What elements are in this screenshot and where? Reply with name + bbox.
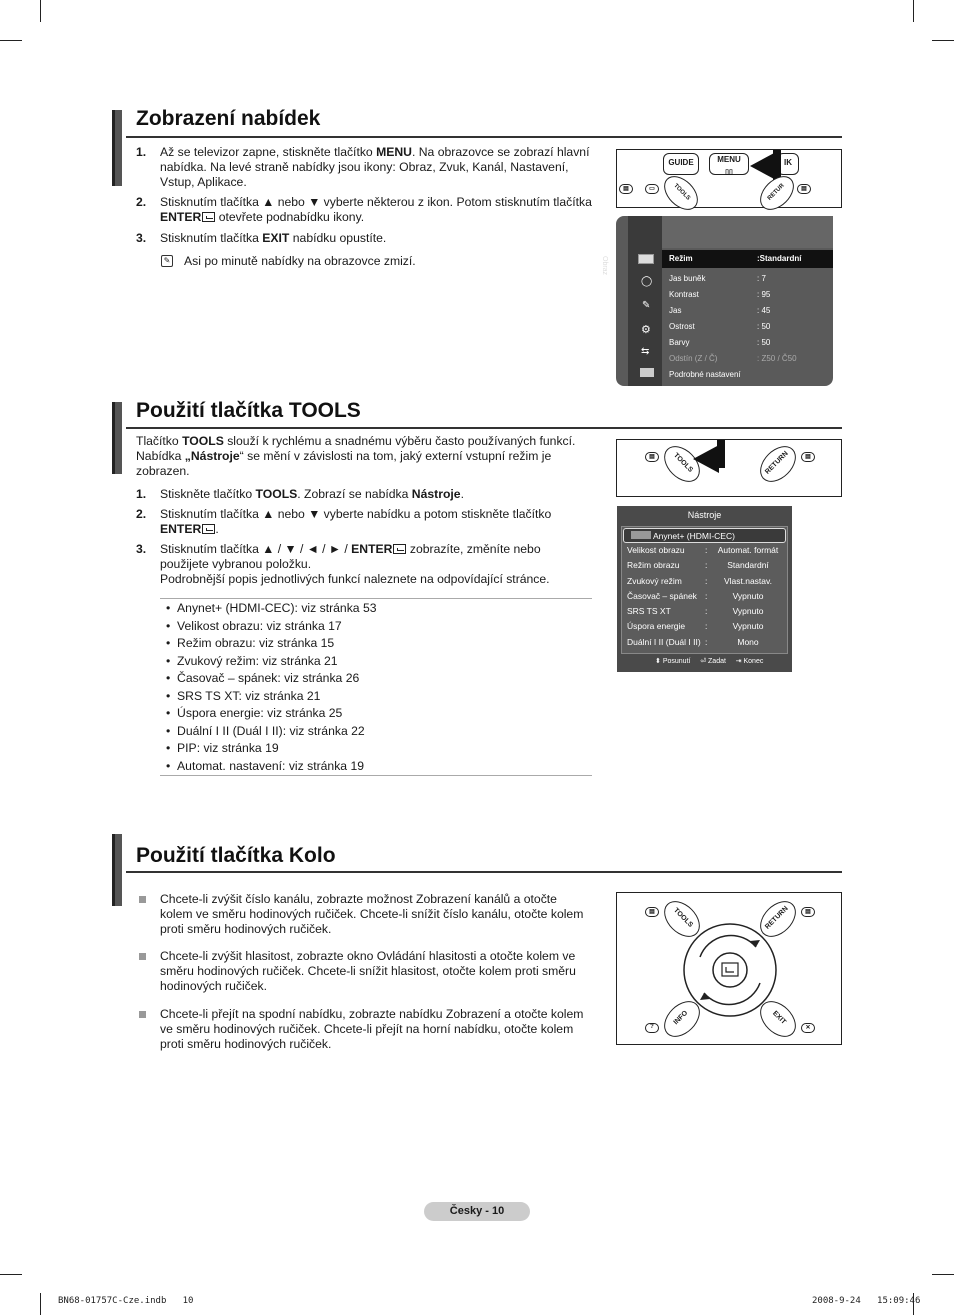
step-number: 1. <box>136 487 147 501</box>
tools-button: TOOLS <box>658 170 705 217</box>
tools-button: TOOLS <box>657 894 706 943</box>
osd-menu-screenshot <box>601 216 833 386</box>
note-icon: ✎ <box>161 255 173 267</box>
info-button: INFO <box>657 994 706 1043</box>
osd-header-value: :Standardní <box>757 254 802 263</box>
tools-menu-screenshot <box>617 506 792 672</box>
list-item: • Velikost obrazu: viz stránka 17 <box>166 619 342 633</box>
print-slug-left: BN68-01757C-Cze.indb 10 <box>58 1296 194 1306</box>
list-item: • SRS TS XT: viz stránka 21 <box>166 689 321 703</box>
nav-hint-bar: ⬍ Posunutí ⏎ Zadat ⇥ Konec <box>655 658 764 665</box>
return-button: RETURN <box>753 894 802 943</box>
section-title-menus: Zobrazení nabídek <box>136 107 321 130</box>
osd-row: Jas : 45 <box>669 306 771 315</box>
enter-icon <box>202 524 215 534</box>
input-icon: ⇆ <box>641 346 650 357</box>
anynet-logo-icon <box>631 531 651 539</box>
side-button-right: ▤ <box>801 907 815 917</box>
step-number: 2. <box>136 507 147 521</box>
list-item: • Anynet+ (HDMI-CEC): viz stránka 53 <box>166 601 377 615</box>
bullet-square <box>139 953 146 960</box>
section-marker <box>112 110 122 186</box>
list-item: • PIP: viz stránka 19 <box>166 741 279 755</box>
side-button-left: ▤ <box>619 184 633 194</box>
guide-button: GUIDE <box>663 153 699 175</box>
list-item: • Úspora energie: viz stránka 25 <box>166 706 343 720</box>
section-marker <box>112 402 122 474</box>
side-button-right: ▤ <box>801 452 815 462</box>
list-item: • Automat. nastavení: viz stránka 19 <box>166 759 365 773</box>
step-text-detail: Podrobnější popis jednotlivých funkcí naleznete na odpovídající stránce. <box>160 572 550 586</box>
note-text: Asi po minutě nabídky na obrazovce zmizí. <box>184 254 416 268</box>
tools-highlight-label: Anynet+ (HDMI-CEC) <box>653 531 735 541</box>
tools-row: Časovač – spánek : Vypnuto <box>627 591 764 601</box>
exit-icon: ⇥ <box>735 658 742 665</box>
enter-icon <box>202 212 215 222</box>
osd-title-bar <box>662 216 833 248</box>
pointer-bar <box>717 440 725 468</box>
remote-illustration-wheel <box>616 892 842 1045</box>
tools-button: TOOLS <box>657 439 706 488</box>
step-text: Stiskněte tlačítko TOOLS. Zobrazí se nabídka Nástroje. <box>160 487 464 501</box>
return-button: RETURN <box>753 439 802 488</box>
bullet-square <box>139 896 146 903</box>
section-rule <box>126 136 842 138</box>
remote-illustration-menu <box>616 149 842 208</box>
step-text: Stisknutím tlačítka EXIT nabídku opustíte. <box>160 231 387 245</box>
step-number: 3. <box>136 231 147 245</box>
side-button-left: ▤ <box>645 452 659 462</box>
enter-icon <box>393 544 406 554</box>
wheel-paragraph: Chcete-li přejít na spodní nabídku, zobrazte nabídku Zobrazení a otočte kolem ve směru hodinových ručiček. Chcete-li přejít na horní nabídku, otočte kolem proti směru hodinových ručiček. <box>160 1007 584 1051</box>
section-title-wheel: Použití tlačítka Kolo <box>136 844 336 867</box>
step-text: Až se televizor zapne, stiskněte tlačítko MENU. Na obrazovce se zobrazí hlavní nabídka. Na levé straně nabídky jsou ikony: Obraz, Zvuk, Kanál, Nastavení, Vstup, Aplikace. <box>160 145 590 189</box>
tools-row: Velikost obrazu : Automat. formát <box>627 545 779 555</box>
step-number: 1. <box>136 145 147 159</box>
osd-row-disabled: Odstín (Z / Č) : Z50 / Č50 <box>669 354 797 363</box>
tools-row: Zvukový režim : Vlast.nastav. <box>627 576 773 586</box>
tools-row: Duální I II (Duál I II) : Mono <box>627 637 759 647</box>
tools-row: Úspora energie : Vypnuto <box>627 621 764 631</box>
setup-icon: ⚙ <box>641 324 651 336</box>
info-side-button: ? <box>645 1023 659 1033</box>
osd-row: Barvy : 50 <box>669 338 771 347</box>
step-number: 2. <box>136 195 147 209</box>
osd-row: Kontrast : 95 <box>669 290 771 299</box>
application-icon <box>640 368 654 377</box>
pointer-arrow-icon <box>693 445 719 473</box>
tools-row: Režim obrazu : Standardní <box>627 560 769 570</box>
channel-icon: ✎ <box>642 300 651 311</box>
tools-reference-list <box>160 598 592 776</box>
return-button: RETUR <box>754 170 801 217</box>
enter-icon: ⏎ <box>700 658 707 665</box>
menu-button: MENU ▯▯ <box>709 153 749 175</box>
osd-row: Podrobné nastavení <box>669 370 741 379</box>
exit-button-partial: IK <box>777 153 799 175</box>
section-rule <box>126 871 842 873</box>
wheel-paragraph: Chcete-li zvýšit hlasitost, zobrazte okno Ovládání hlasitosti a otočte kolem ve směru hodinových ručiček. Chcete-li snížit hlasitost, otočte kolem proti směru hodinových ručiček. <box>160 949 576 993</box>
osd-row: Ostrost : 50 <box>669 322 771 331</box>
list-item: • Zvukový režim: viz stránka 21 <box>166 654 338 668</box>
step-number: 3. <box>136 542 147 556</box>
pip-button: ▭ <box>645 184 659 194</box>
wheel-paragraph: Chcete-li zvýšit číslo kanálu, zobrazte možnost Zobrazení kanálů a otočte kolem ve směru hodinových ručiček. Chcete-li snížit číslo kanálu, otočte kolem proti směru hodinových ručiček. <box>160 892 584 936</box>
step-text: Stisknutím tlačítka ▲ nebo ▼ vyberte nabídku a potom stiskněte tlačítko ENTER . <box>160 507 552 536</box>
page-number: Česky - 10 <box>424 1202 530 1221</box>
side-button-right: ▤ <box>797 184 811 194</box>
remote-illustration-tools <box>616 439 842 497</box>
osd-header-label: Režim <box>669 254 693 263</box>
exit-button: EXIT <box>753 994 802 1043</box>
step-text: Stisknutím tlačítka ▲ / ▼ / ◄ / ► / ENTER zobrazíte, změníte nebo použijete vybranou položku. <box>160 542 541 571</box>
list-item: • Duální I II (Duál I II): viz stránka 22 <box>166 724 365 738</box>
tools-panel-title: Nástroje <box>687 510 722 520</box>
osd-row: Jas buněk : 7 <box>669 274 766 283</box>
osd-side-label: Obraz <box>601 256 608 276</box>
list-item: • Časovač – spánek: viz stránka 26 <box>166 671 360 685</box>
section-rule <box>126 427 842 429</box>
wheel-icon <box>680 917 780 1023</box>
sound-icon: ◯ <box>641 276 653 287</box>
step-text: Stisknutím tlačítka ▲ nebo ▼ vyberte některou z ikon. Potom stisknutím tlačítka ENTER otevřete podnabídku ikony. <box>160 195 592 224</box>
picture-icon <box>638 254 654 264</box>
side-button-left: ▤ <box>645 907 659 917</box>
tools-row: SRS TS XT : Vypnuto <box>627 606 764 616</box>
exit-side-button: ✕ <box>801 1023 815 1033</box>
updown-icon: ⬍ <box>655 658 661 665</box>
tools-intro: Tlačítko TOOLS slouží k rychlému a snadnému výběru často používaných funkcí. Nabídka „Nástroje“ se mění v závislosti na tom, jaký externí vstupní režim je zobrazen. <box>136 434 576 478</box>
section-title-tools: Použití tlačítka TOOLS <box>136 399 361 422</box>
section-marker <box>112 834 122 906</box>
print-slug-right: 2008-9-24 15:09:46 <box>812 1296 921 1306</box>
list-item: • Režim obrazu: viz stránka 15 <box>166 636 335 650</box>
bullet-square <box>139 1011 146 1018</box>
